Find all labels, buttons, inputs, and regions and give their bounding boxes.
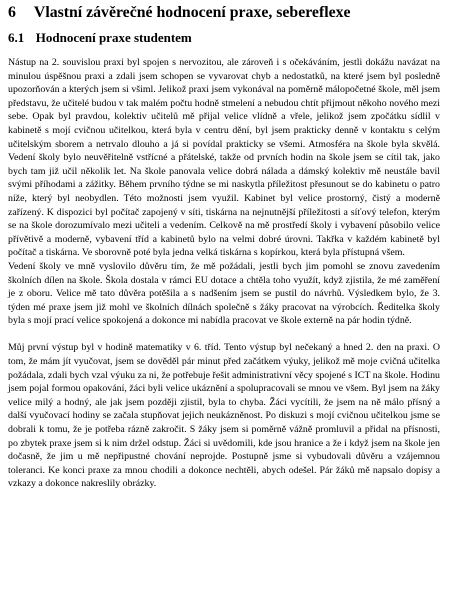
section-heading	[8, 30, 448, 46]
body-text	[8, 56, 440, 491]
paragraph: Můj první výstup byl v hodině matematiky v 6. tříd. Tento výstup byl nečekaný a hned 2. den na praxi. O tom, že mám jít vyučovat, jsem se dověděl pár minut před začátkem výuky, jelikož mě moje cvičná učitelka požádala, zdali bych vzal výuku za ni, že potřebuje řešit administrativní věcy spojené s ICT na škole. Hodinu jsem pojal formou opakování, žáci byli velice ukáznění a spolupracovali se mnou ve všem. Byl jsem na žáky velice milý a hodný, ale jak jsem později zjistil, byla to chyba. Žáci vycítili, že jsem na ně málo přísný a další vyučovací hodiny se začala stupňovat jejich neukázněnost. Po diskuzi s mojí cvičnou učitelkou jsme se dobrali k tomu, že je potřeba rázně zakročit. S žáky jsem si poměrně vážně promluvil a přidal na přísnosti, po zbytek praxe jsem si k nim držel odstup. Žáci si uvědomili, kde jsou hranice a že i když jsem na škole jen dočasně, že jim u mě nepřipustné chování neprojde. Postupně jsme si vybudovali důvěru a vzájemnou toleranci. Ke konci praxe za mnou chodili a dokonce nechtěli, abych odešel. Pár žáků mě napsalo dopisy a vzkazy a dokonce nakreslily obrázky.	[8, 342, 440, 490]
section-number: 6.1	[8, 30, 25, 45]
paragraph: Vedení školy ve mně vyslovilo důvěru tím, že mě požádali, jestli bych jim pomohl se znovu zavedením školních dílen na škole. Škola dostala v rámci EU dotace a chtěla toho využít, když zjistila, že mé zaměření je z oboru. Velice mě tato důvěra potěšila a s nadšením jsem se pustil do návrhů. Výsledkem bylo, že 3. týden mé praxe jsem již mohl ve školních dílnách společně s žáky pracovat na výrobcích. Ředitelka školy byla s mojí prací velice spokojená a dokonce mi nabídla pracovat ve škole externě na pár hodin týdně.	[8, 260, 440, 327]
chapter-heading	[8, 4, 448, 22]
chapter-number: 6	[8, 4, 16, 21]
section-title: Hodnocení praxe studentem	[35, 30, 192, 45]
chapter-title: Vlastní závěrečné hodnocení praxe, sebereflexe	[33, 4, 351, 21]
paragraph: Nástup na 2. souvislou praxi byl spojen s nervozitou, ale zároveň i s očekáváním, jestli dokážu navázat na minulou úspěšnou praxi a zdali jsem schopen se vyvarovat chyb a nedostatků, na které jsem byl posledně upozorňován a kterých jsem si všiml. Jelikož praxi jsem vykonával na poměrně málopočetné škole, měl jsem představu, že učitelé budou v tak malém počtu hodně stmelení a nebudou chtít přijmout někoho nového mezi sebe. Opak byl pravdou, kolektiv učitelů mě přijal velice vlídně a vřele, jelikož jsem zpočátku sídlil v kabinetě s mojí cvičnou učitelkou, která byla v centru dění, byl jsem prakticky denně v kontaktu s celým učitelským sborem a netrvalo dlouho a já si povídal prakticky se všemi. Atmosféra na škole byla skvělá. Vedení školy bylo neuvěřitelně vstřícné a přátelské, takže od prvních hodin na škole jsem se cítil tak, jako bych tam již učil několik let. Na škole panovala velice dobrá nálada a dámský kolektiv mě neustále bavil svými příhodami a zážitky. Během prvního týdne se mi naskytla příležitost přesunout se do kabinetu o patro níže, který byl neobydlen. Této možnosti jsem využil. Kabinet byl velice prostorný, čistý a moderně zařízený. K dispozici byl počítač zapojený v síti, tiskárna na nejnutnější příležitosti a síťový telefon, kterým se na škole dorozumívalo mezi učiteli a vedením. Celkově na mě prostředí školy i vybavení působilo velice přívětivě a moderně, vybavení tříd a kabinetů bylo na velmi dobré úrovni. Takřka v každém kabinetě byl počítač a tiskárna. Ve sborovně poté byla jedna velká tiskárna s kopírkou, která byla přístupná všem.	[8, 57, 440, 259]
